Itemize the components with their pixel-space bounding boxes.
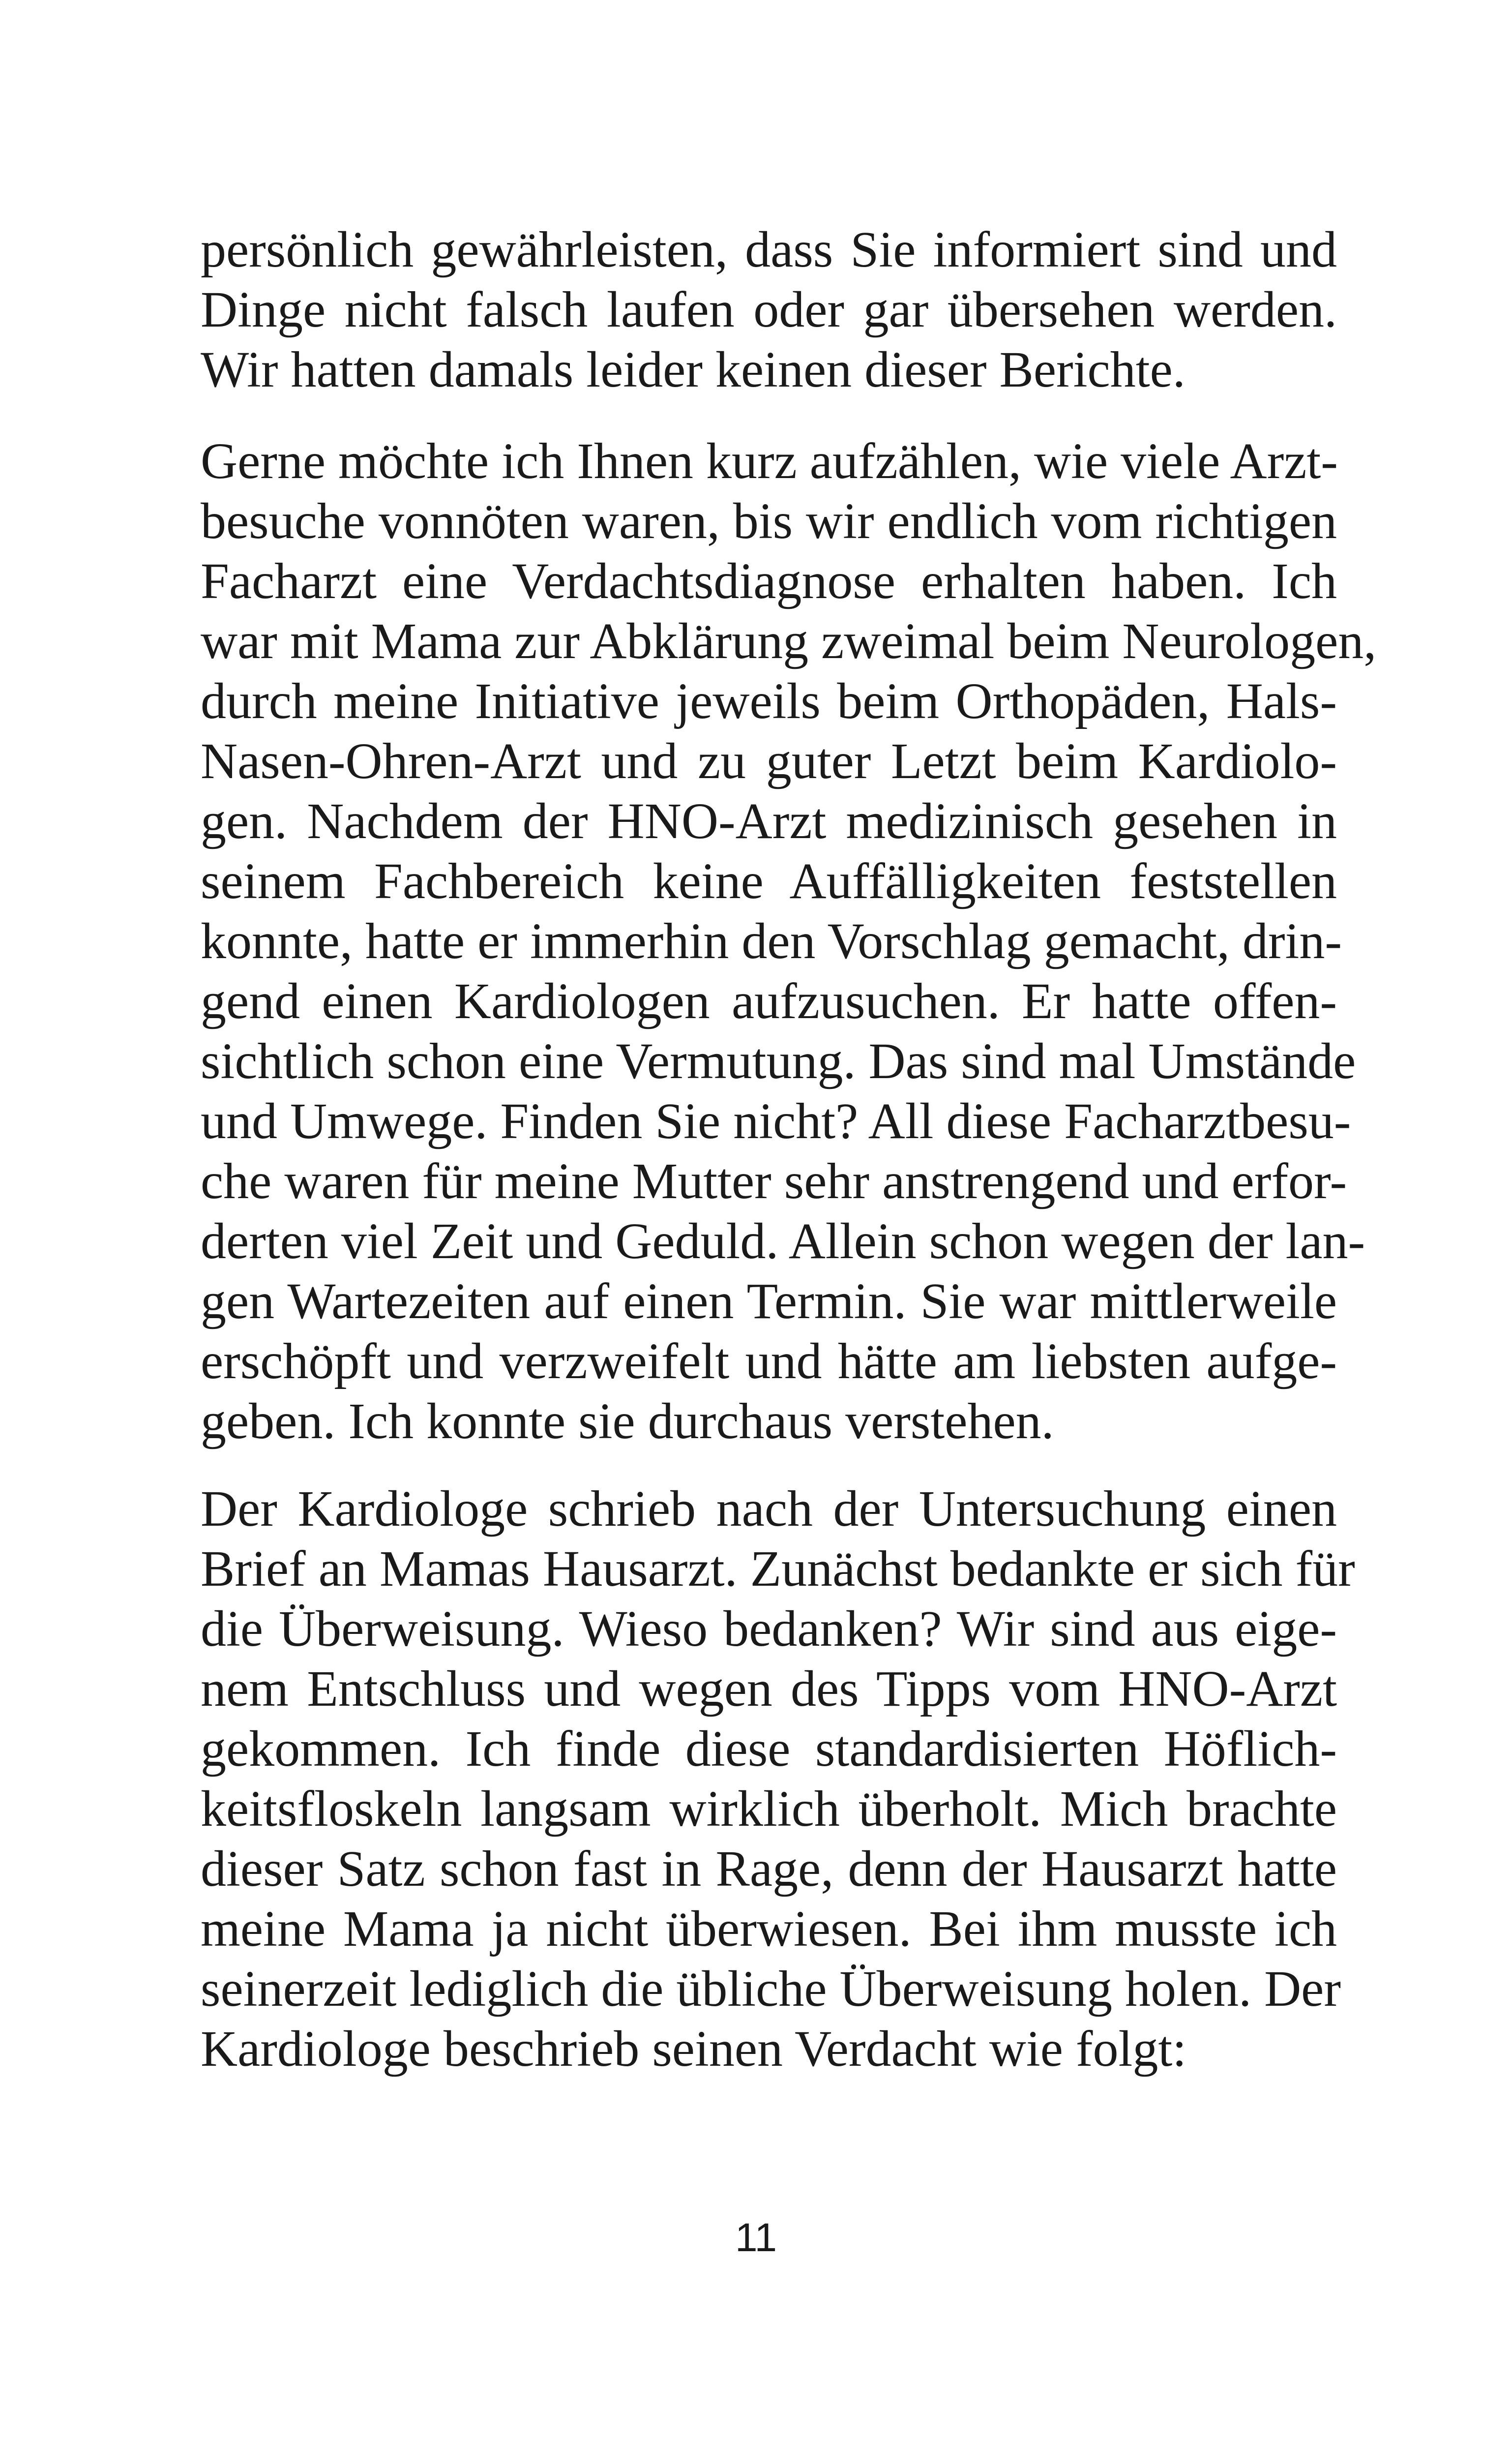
text-line: sichtlich schon eine Vermutung. Das sind mal Umstände <box>201 1033 1356 1089</box>
text-line: besuche vonnöten waren, bis wir endlich vom richtigen <box>201 493 1337 549</box>
text-line: Wir hatten damals leider keinen dieser Berichte. <box>201 341 1186 398</box>
text-line: Kardiologe beschrieb seinen Verdacht wie folgt: <box>201 2021 1187 2077</box>
text-line: gen. Nachdem der HNO-Arzt medizinisch gesehen in <box>201 793 1337 849</box>
text-line: derten viel Zeit und Geduld. Allein schon wegen der lan- <box>201 1213 1365 1269</box>
paragraph-2 <box>201 431 1377 1451</box>
text-line: Dinge nicht falsch laufen oder gar übersehen werden. <box>201 281 1337 338</box>
text-line: nem Entschluss und wegen des Tipps vom HNO-Arzt <box>201 1660 1337 1717</box>
text-line: gend einen Kardiologen aufzusuchen. Er hatte offen- <box>201 973 1337 1029</box>
text-line: Brief an Mamas Hausarzt. Zunächst bedankte er sich für <box>201 1540 1355 1597</box>
paragraph-1 <box>201 220 1337 400</box>
text-line: und Umwege. Finden Sie nicht? All diese Facharztbesu- <box>201 1093 1351 1149</box>
text-line: che waren für meine Mutter sehr anstrengend und erfor- <box>201 1153 1347 1209</box>
text-line: erschöpft und verzweifelt und hätte am liebsten aufge- <box>201 1333 1337 1389</box>
text-line: war mit Mama zur Abklärung zweimal beim Neurologen, <box>201 613 1377 669</box>
text-line: Nasen-Ohren-Arzt und zu guter Letzt beim Kardiolo- <box>201 733 1337 789</box>
text-line: dieser Satz schon fast in Rage, denn der Hausarzt hatte <box>201 1840 1337 1897</box>
text-line: gen Wartezeiten auf einen Termin. Sie war mittlerweile <box>201 1273 1337 1329</box>
text-line: keitsfloskeln langsam wirklich überholt. Mich brachte <box>201 1780 1337 1837</box>
text-line: seinerzeit lediglich die übliche Überweisung holen. Der <box>201 1960 1341 2017</box>
text-line: meine Mama ja nicht überwiesen. Bei ihm musste ich <box>201 1900 1337 1957</box>
text-line: gekommen. Ich finde diese standardisierten Höflich- <box>201 1720 1337 1777</box>
text-line: seinem Fachbereich keine Auffälligkeiten feststellen <box>201 853 1337 909</box>
text-line: Facharzt eine Verdachtsdiagnose erhalten haben. Ich <box>201 553 1337 609</box>
text-line: konnte, hatte er immerhin den Vorschlag gemacht, drin- <box>201 913 1342 969</box>
text-line: geben. Ich konnte sie durchaus verstehen. <box>201 1393 1054 1449</box>
text-line: persönlich gewährleisten, dass Sie informiert sind und <box>201 221 1337 278</box>
text-line: durch meine Initiative jeweils beim Orthopäden, Hals- <box>201 673 1337 729</box>
text-line: Der Kardiologe schrieb nach der Untersuchung einen <box>201 1480 1337 1537</box>
text-line: Gerne möchte ich Ihnen kurz aufzählen, wie viele Arzt- <box>201 433 1338 489</box>
paragraph-3 <box>201 1479 1355 2079</box>
page-number: 11 <box>735 2215 777 2260</box>
text-line: die Überweisung. Wieso bedanken? Wir sind aus eige- <box>201 1600 1337 1657</box>
